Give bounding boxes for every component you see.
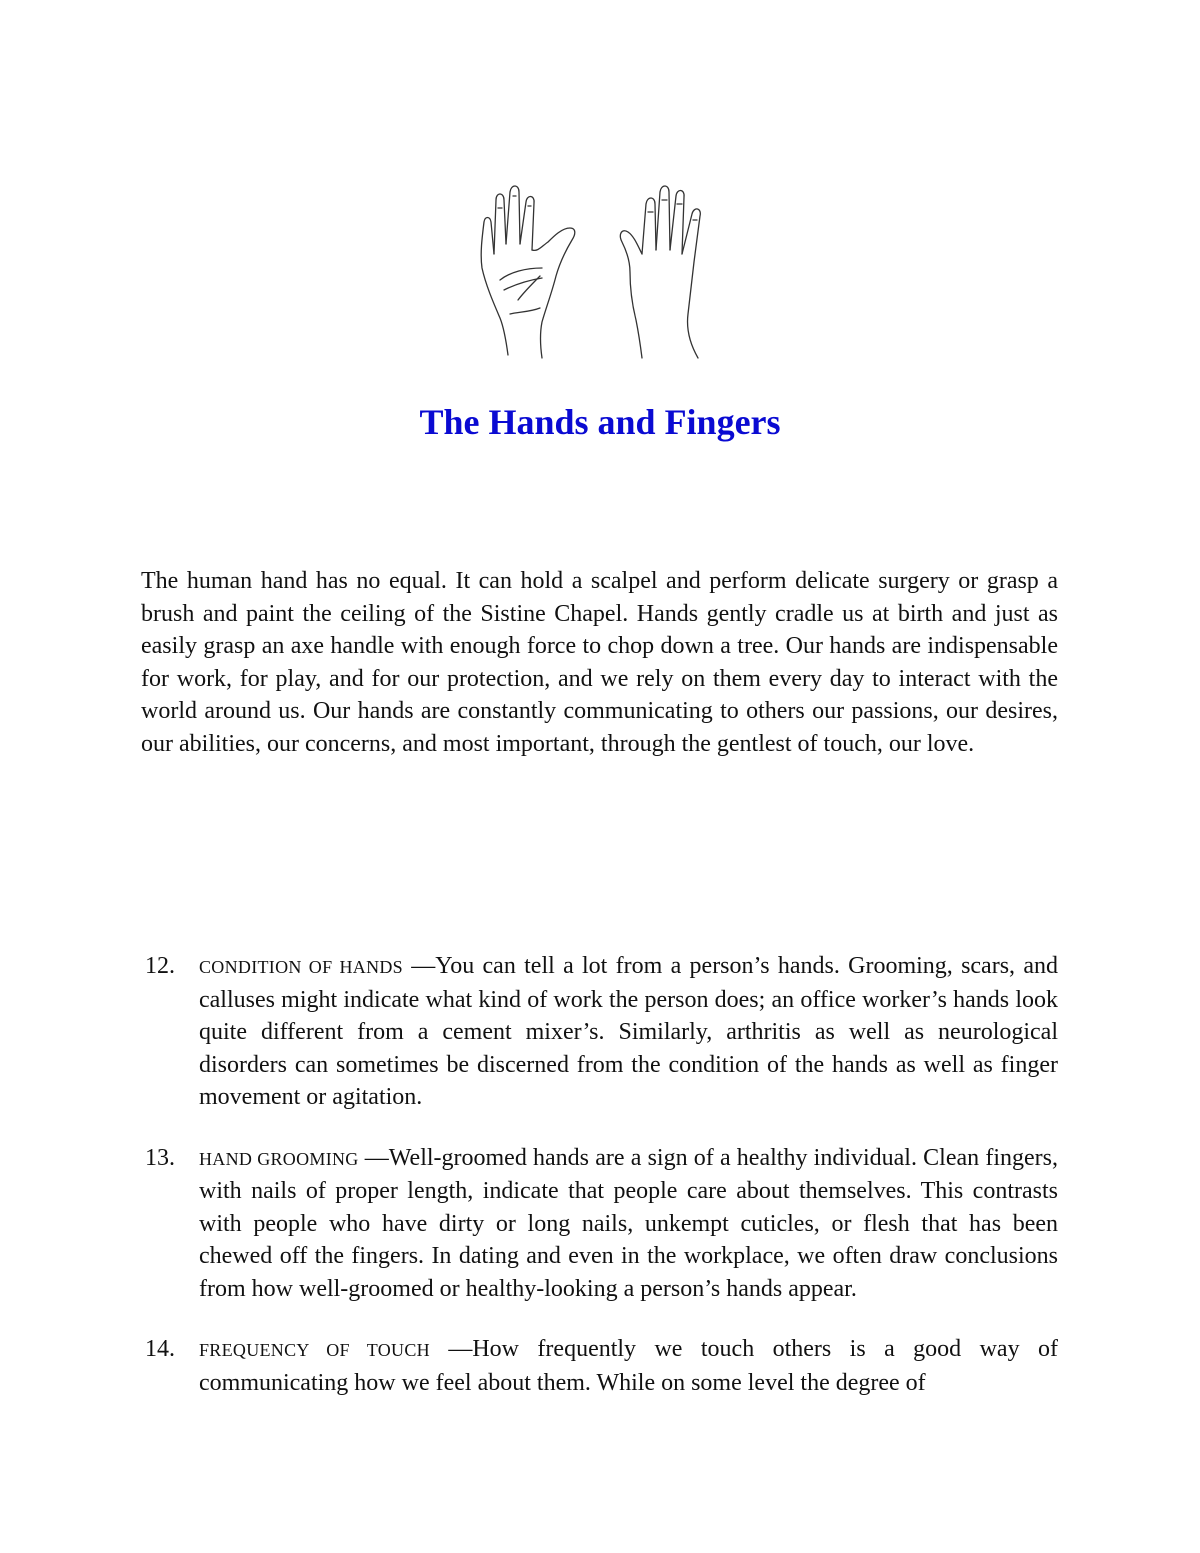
entry-number: 13. bbox=[145, 1144, 175, 1171]
entry-body bbox=[199, 1142, 1058, 1306]
numbered-entries bbox=[0, 950, 1200, 1427]
chapter-title: The Hands and Fingers bbox=[419, 402, 781, 442]
entry-condition-of-hands bbox=[0, 950, 1058, 1114]
entry-frequency-of-touch bbox=[0, 1333, 1058, 1399]
left-hand-palm bbox=[481, 186, 575, 358]
hands-illustration bbox=[470, 180, 730, 360]
entry-term: CONDITION OF HANDS bbox=[199, 957, 403, 977]
entry-term: FREQUENCY OF TOUCH bbox=[199, 1340, 430, 1360]
entry-text: —You can tell a lot from a person’s hands. Grooming, scars, and calluses might indicate what kind of work the person does; an office worker’s hands look quite different from a cement mixer’s. Similarly, arthritis as well as neurological disorders can sometimes be discerned from the condition of the hands as well as finger movement or agitation. bbox=[199, 953, 1058, 1110]
pair-of-hands-icon bbox=[470, 180, 730, 360]
entry-body bbox=[199, 1333, 1058, 1399]
entry-hand-grooming bbox=[0, 1142, 1058, 1306]
right-hand-back bbox=[620, 186, 700, 358]
entry-body bbox=[199, 950, 1058, 1114]
entry-number: 14. bbox=[145, 1336, 175, 1362]
intro-paragraph: The human hand has no equal. It can hold a scalpel and perform delicate surgery or grasp a brush and paint the ceiling of the Sistine Chapel. Hands gently cradle us at birth and just as easily grasp an axe handle with enough force to chop down a tree. Our hands are indispensable for work, for play, and for our protection, and we rely on them every day to interact with the world around us. Our hands are constantly communicating to others our passions, our desires, our abilities, our concerns, and most important, through the gentlest of touch, our love. bbox=[141, 568, 1058, 757]
entry-number: 12. bbox=[145, 953, 175, 979]
entry-text: —Well-groomed hands are a sign of a healthy individual. Clean fingers, with nails of proper length, indicate that people care about themselves. This contrasts with people who have dirty or long nails, unkempt cuticles, or flesh that has been chewed off the fingers. In dating and even in the workplace, we often draw conclusions from how well-groomed or healthy-looking a person’s hands appear. bbox=[199, 1144, 1058, 1302]
entry-text: —How frequently we touch others is a good way of communicating how we feel about them. While on some level the degree of bbox=[199, 1336, 1058, 1396]
entry-term: HAND GROOMING bbox=[199, 1148, 359, 1169]
